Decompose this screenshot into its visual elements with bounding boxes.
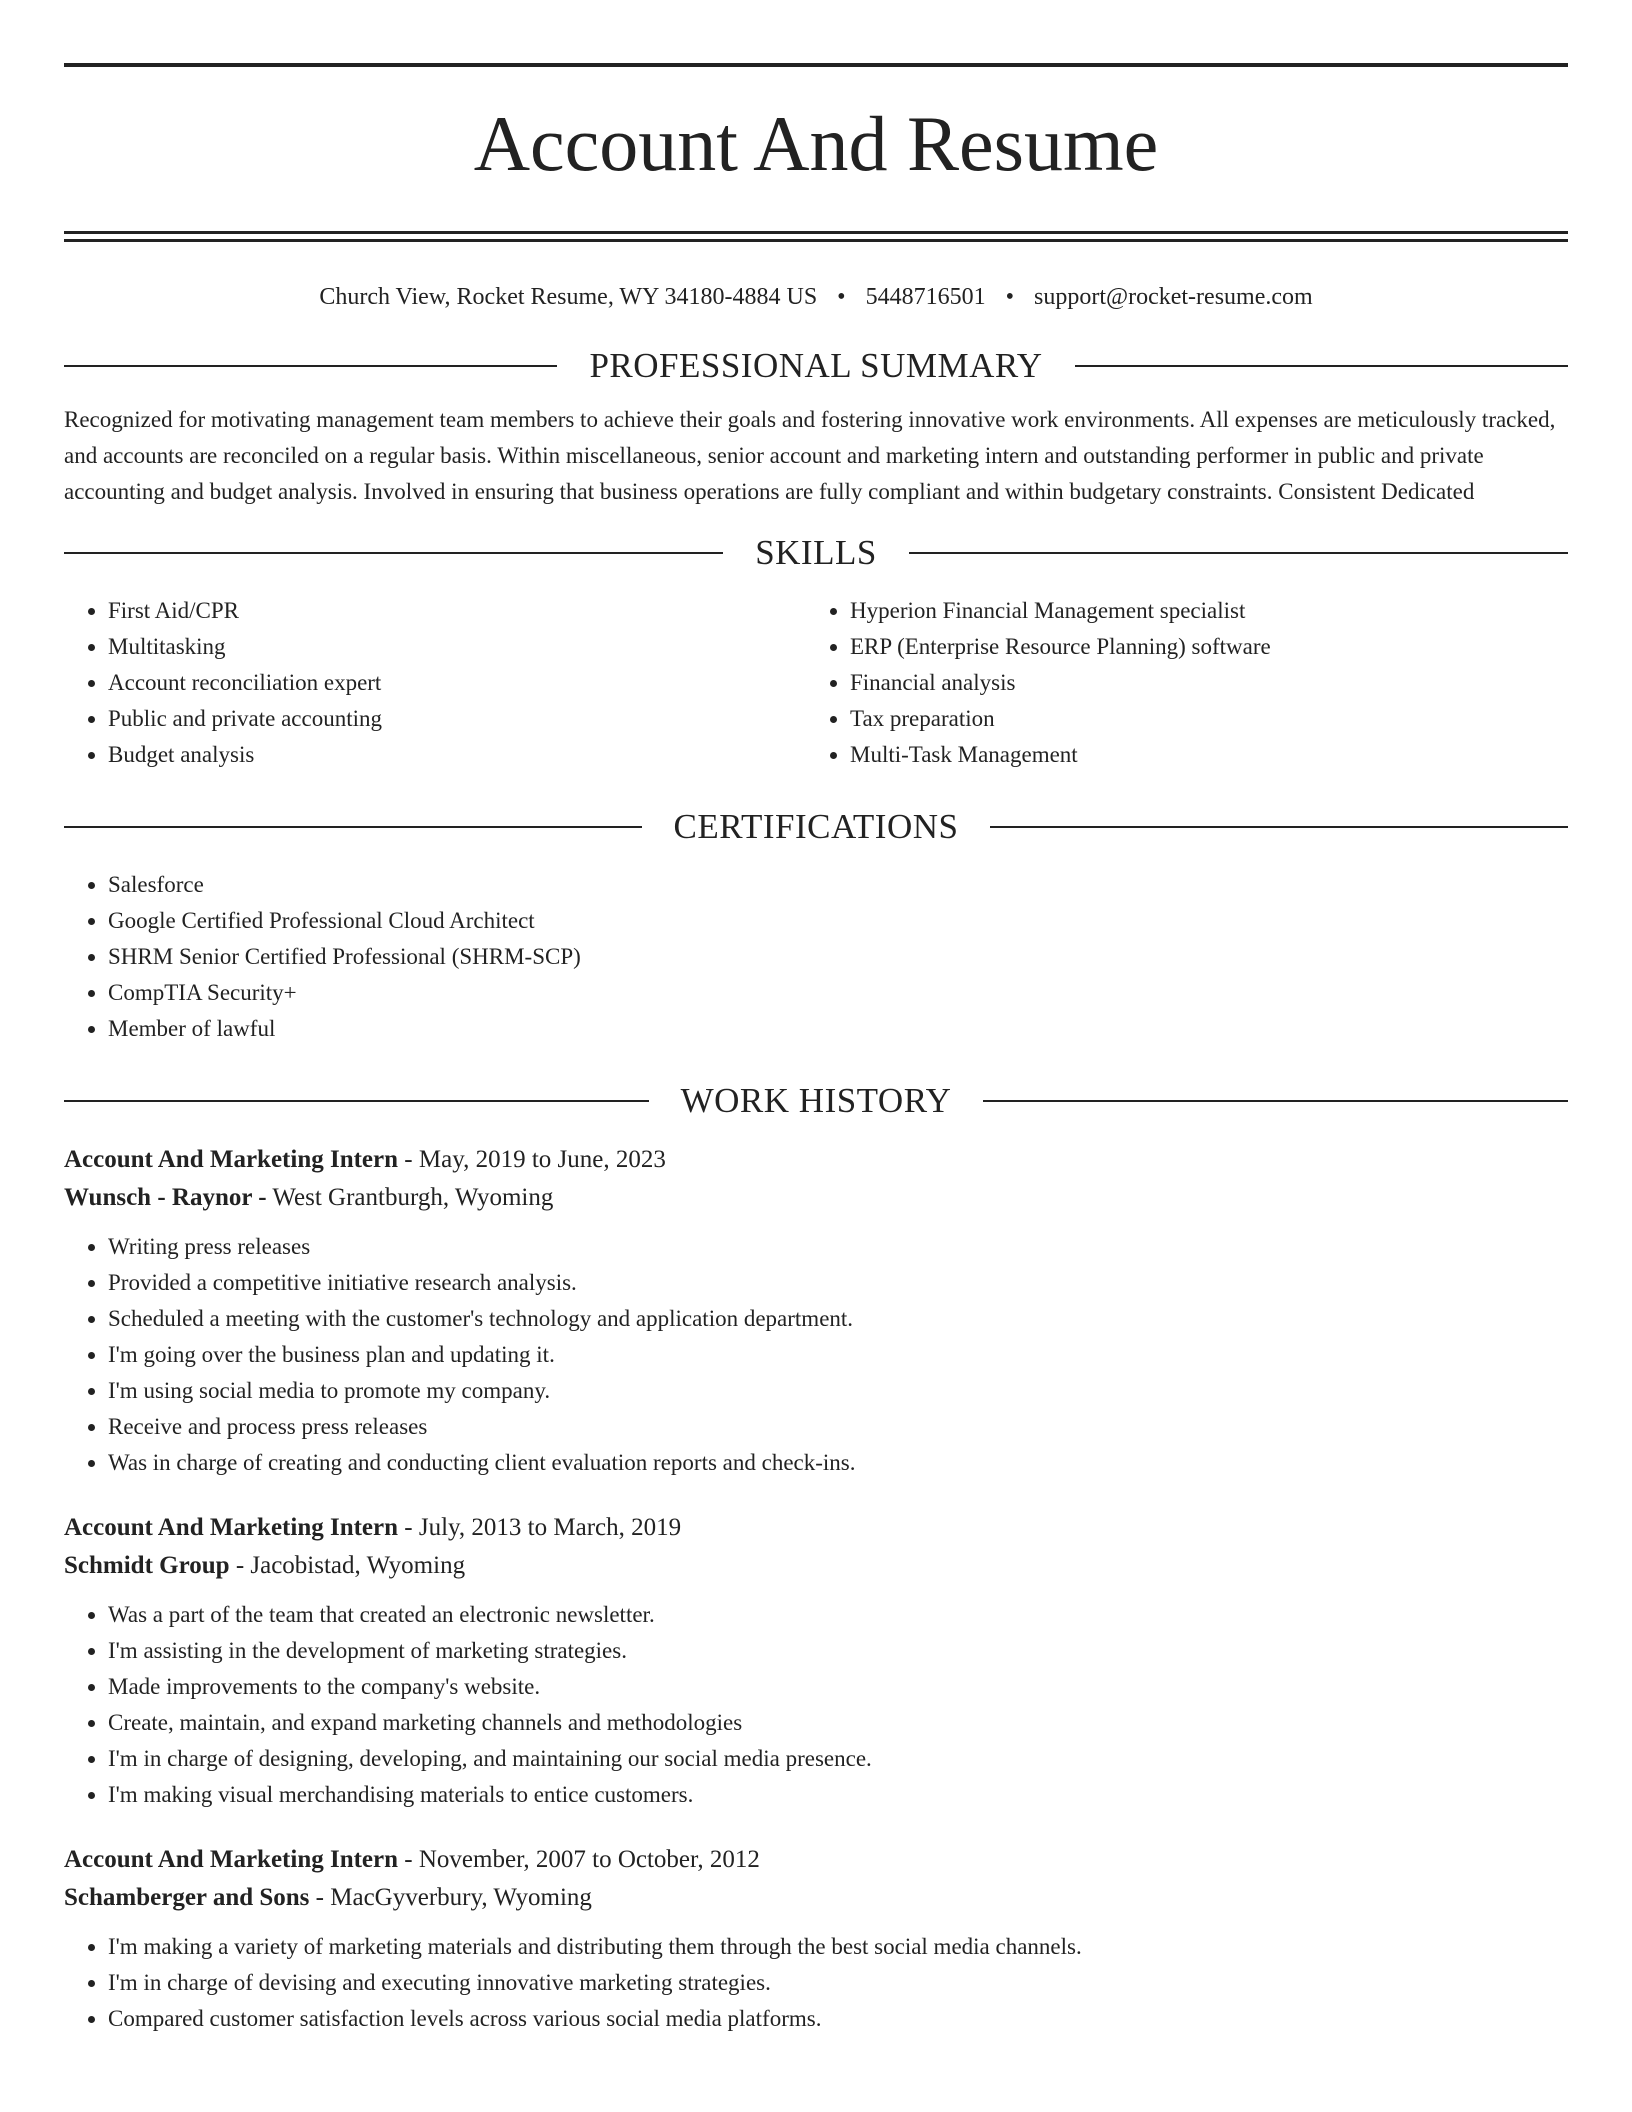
job-bullet: • I'm going over the business plan and updating it. <box>108 1337 1568 1373</box>
job-location: Jacobistad, Wyoming <box>250 1552 466 1579</box>
skill-item: • Tax preparation <box>850 701 1548 737</box>
job-bullet: • I'm making a variety of marketing materials and distributing them through the best social media channels. <box>108 1929 1568 1965</box>
work-history-heading-label: WORK HISTORY <box>680 1081 952 1120</box>
skill-item: • Multi-Task Management <box>850 737 1548 773</box>
skill-item: • Account reconciliation expert <box>108 665 806 701</box>
job-bullets <box>64 1229 1568 1481</box>
job-bullet: • Made improvements to the company's website. <box>108 1669 1568 1705</box>
job-bullets <box>64 1597 1568 1813</box>
job-company-line: Schamberger and Sons - MacGyverbury, Wyoming <box>64 1884 592 1911</box>
skills-list-left <box>64 593 806 773</box>
job-company: Wunsch - Raynor <box>64 1184 253 1211</box>
job-title-line: Account And Marketing Intern - November, 2007 to October, 2012 <box>64 1846 760 1873</box>
skills-heading-label: SKILLS <box>755 533 877 572</box>
job-bullet: • I'm using social media to promote my company. <box>108 1373 1568 1409</box>
skill-item: • Hyperion Financial Management specialist <box>850 593 1548 629</box>
contact-separator: • <box>1005 284 1014 310</box>
job-title: Account And Marketing Intern <box>64 1514 399 1541</box>
job-company: Schamberger and Sons <box>64 1884 310 1911</box>
contact-address: Church View, Rocket Resume, WY 34180-4884 US <box>319 284 818 310</box>
resume-content <box>64 63 1568 2037</box>
job-company: Schmidt Group <box>64 1552 230 1579</box>
job-bullet: • Receive and process press releases <box>108 1409 1568 1445</box>
skill-item: • Public and private accounting <box>108 701 806 737</box>
job-bullet: • Create, maintain, and expand marketing channels and methodologies <box>108 1705 1568 1741</box>
certifications-heading <box>64 807 1568 847</box>
job-bullet: • Was in charge of creating and conducting client evaluation reports and check-ins. <box>108 1445 1568 1481</box>
job-bullet: • Provided a competitive initiative research analysis. <box>108 1265 1568 1301</box>
certification-item: • SHRM Senior Certified Professional (SHRM-SCP) <box>108 939 1568 975</box>
job-entry <box>64 1141 1568 1481</box>
contact-line <box>64 282 1568 312</box>
job-bullet: • I'm making visual merchandising materials to entice customers. <box>108 1777 1568 1813</box>
skill-item: • Financial analysis <box>850 665 1548 701</box>
job-location: West Grantburgh, Wyoming <box>272 1184 554 1211</box>
skills-list-right <box>806 593 1548 773</box>
skill-item: • Budget analysis <box>108 737 806 773</box>
job-dates: November, 2007 to October, 2012 <box>418 1846 760 1873</box>
job-bullet: • Was a part of the team that created an electronic newsletter. <box>108 1597 1568 1633</box>
job-bullet: • I'm in charge of devising and executing innovative marketing strategies. <box>108 1965 1568 2001</box>
top-rule <box>64 63 1568 67</box>
certifications-heading-label: CERTIFICATIONS <box>673 807 959 846</box>
skills-heading <box>64 533 1568 573</box>
job-entry <box>64 1841 1568 2037</box>
resume-title: Account And Resume <box>473 100 1159 187</box>
certification-item: • Member of lawful <box>108 1011 1568 1047</box>
contact-phone: 5448716501 <box>865 284 986 310</box>
summary-heading <box>64 346 1568 386</box>
job-entry <box>64 1509 1568 1813</box>
certification-item: • Salesforce <box>108 867 1568 903</box>
job-bullets <box>64 1929 1568 2037</box>
job-dates: May, 2019 to June, 2023 <box>418 1146 666 1173</box>
job-dates: July, 2013 to March, 2019 <box>418 1514 682 1541</box>
contact-email: support@rocket-resume.com <box>1033 284 1313 310</box>
title-double-rule <box>64 231 1568 242</box>
certification-item: • CompTIA Security+ <box>108 975 1568 1011</box>
job-location: MacGyverbury, Wyoming <box>330 1884 592 1911</box>
certification-item: • Google Certified Professional Cloud Architect <box>108 903 1568 939</box>
work-history-heading <box>64 1081 1568 1121</box>
job-bullet: • Scheduled a meeting with the customer's technology and application department. <box>108 1301 1568 1337</box>
skill-item: • First Aid/CPR <box>108 593 806 629</box>
job-company-line: Wunsch - Raynor - West Grantburgh, Wyoming <box>64 1184 554 1211</box>
job-bullet: • Compared customer satisfaction levels across various social media platforms. <box>108 2001 1568 2037</box>
summary-heading-label: PROFESSIONAL SUMMARY <box>589 346 1043 385</box>
job-title: Account And Marketing Intern <box>64 1146 399 1173</box>
job-bullet: • I'm in charge of designing, developing, and maintaining our social media presence. <box>108 1741 1568 1777</box>
job-title-line: Account And Marketing Intern - July, 2013 to March, 2019 <box>64 1514 682 1541</box>
skill-item: • ERP (Enterprise Resource Planning) software <box>850 629 1548 665</box>
job-title-line: Account And Marketing Intern - May, 2019 to June, 2023 <box>64 1146 666 1173</box>
job-bullet: • Writing press releases <box>108 1229 1568 1265</box>
job-bullet: • I'm assisting in the development of marketing strategies. <box>108 1633 1568 1669</box>
contact-separator: • <box>837 284 846 310</box>
job-company-line: Schmidt Group - Jacobistad, Wyoming <box>64 1552 466 1579</box>
skills-columns <box>64 593 1568 773</box>
skill-item: • Multitasking <box>108 629 806 665</box>
certifications-list <box>64 867 1568 1047</box>
summary-text: Recognized for motivating management team members to achieve their goals and fostering innovative work environments. All expenses are meticulously tracked, and accounts are reconciled on a regular basis. Within miscellaneous, senior account and marketing intern and outstanding performer in public and private accounting and budget analysis. Involved in ensuring that business operations are fully compliant and within budgetary constraints. Consistent Dedicated <box>64 407 1556 504</box>
job-title: Account And Marketing Intern <box>64 1846 399 1873</box>
